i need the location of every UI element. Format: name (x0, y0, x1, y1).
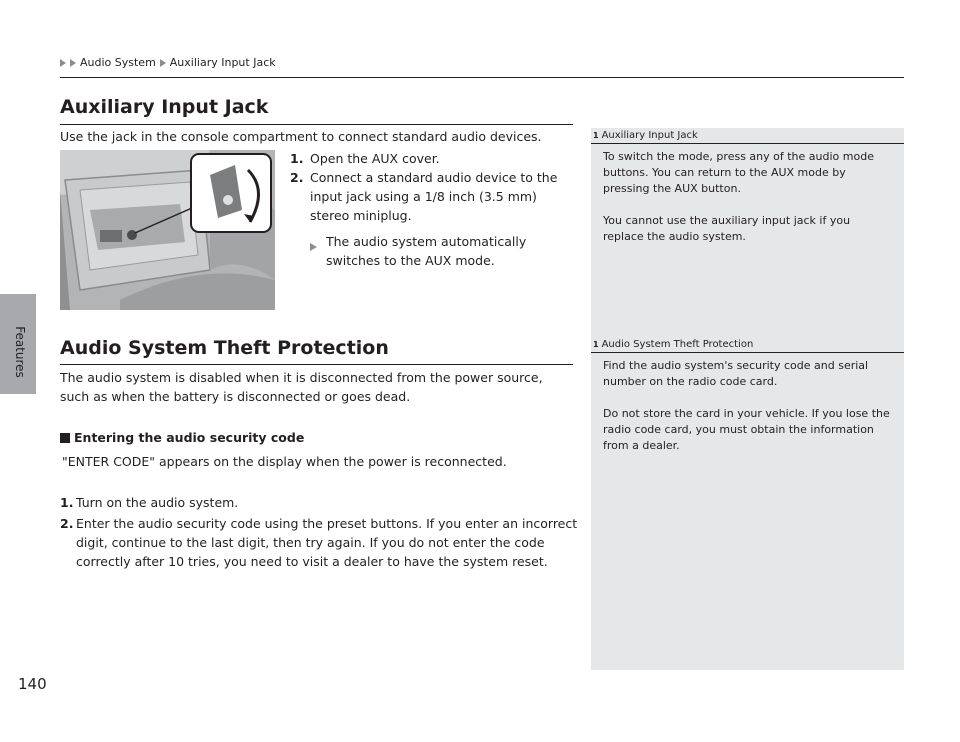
security-code-heading (60, 430, 304, 445)
aux-steps (290, 149, 578, 270)
aux-result (310, 232, 578, 270)
note-paragraph: Find the audio system's security code and serial number on the radio code card. (603, 359, 869, 388)
note-marker-icon: 1 (593, 130, 599, 140)
note-aux (591, 130, 904, 261)
result-arrow-icon (310, 232, 326, 270)
breadcrumb-item-aux-jack[interactable]: Auxiliary Input Jack (169, 56, 276, 69)
header-rule (60, 77, 904, 78)
step-number: 1. (290, 151, 304, 166)
theft-intro: The audio system is disabled when it is disconnected from the power source, such as when the battery is disconnected or goes dead. (60, 370, 543, 404)
aux-step-1 (290, 149, 578, 168)
breadcrumb-arrow-icon (160, 59, 166, 67)
note-theft (591, 339, 904, 470)
breadcrumb-arrow-icon (70, 59, 76, 67)
aux-title-rule (60, 124, 573, 125)
page-number: 140 (18, 675, 47, 693)
step-number: 2. (60, 516, 74, 531)
step-text: Open the AUX cover. (310, 151, 440, 166)
breadcrumb (60, 56, 276, 69)
theft-section-title: Audio System Theft Protection (60, 337, 389, 359)
console-illustration (60, 150, 275, 310)
aux-section-title: Auxiliary Input Jack (60, 96, 269, 118)
chapter-tab-label: Features (13, 326, 27, 378)
breadcrumb-item-audio-system[interactable]: Audio System (80, 56, 156, 69)
note-header (591, 339, 904, 350)
note-paragraph: Do not store the card in your vehicle. If you lose the radio code card, you must obtain the information from a dealer. (603, 407, 890, 452)
theft-steps (60, 493, 578, 571)
security-code-heading-text: Entering the audio security code (74, 430, 305, 445)
enter-code-text: "ENTER CODE" appears on the display when the power is reconnected. (62, 454, 507, 469)
breadcrumb-arrow-icon (60, 59, 66, 67)
note-title: Audio System Theft Protection (601, 339, 754, 350)
aux-step-2 (290, 168, 578, 225)
aux-intro: Use the jack in the console compartment to connect standard audio devices. (60, 129, 542, 144)
note-body (591, 353, 904, 454)
theft-step-2 (60, 514, 578, 571)
note-header (591, 130, 904, 141)
note-marker-icon: 1 (593, 339, 599, 349)
note-body (591, 144, 904, 245)
theft-step-1 (60, 493, 578, 512)
note-title: Auxiliary Input Jack (601, 130, 698, 141)
note-paragraph: To switch the mode, press any of the audio mode buttons. You can return to the AUX mode by pressing the AUX button. (603, 150, 874, 195)
theft-title-rule (60, 364, 573, 365)
step-text: Connect a standard audio device to the input jack using a 1/8 inch (3.5 mm) stereo miniplug. (310, 170, 558, 223)
step-number: 1. (60, 495, 74, 510)
step-number: 2. (290, 170, 304, 185)
heading-square-icon (60, 433, 70, 443)
aux-jack-photo (60, 150, 275, 310)
result-text: The audio system automatically switches to the AUX mode. (326, 234, 527, 268)
note-paragraph: You cannot use the auxiliary input jack if you replace the audio system. (603, 214, 851, 243)
step-text: Enter the audio security code using the preset buttons. If you enter an incorrect digit, continue to the last digit, then try again. If you do not enter the code correctly after 10 tries, you need to visit a dealer to have the system reset. (76, 516, 578, 569)
step-text: Turn on the audio system. (76, 495, 239, 510)
